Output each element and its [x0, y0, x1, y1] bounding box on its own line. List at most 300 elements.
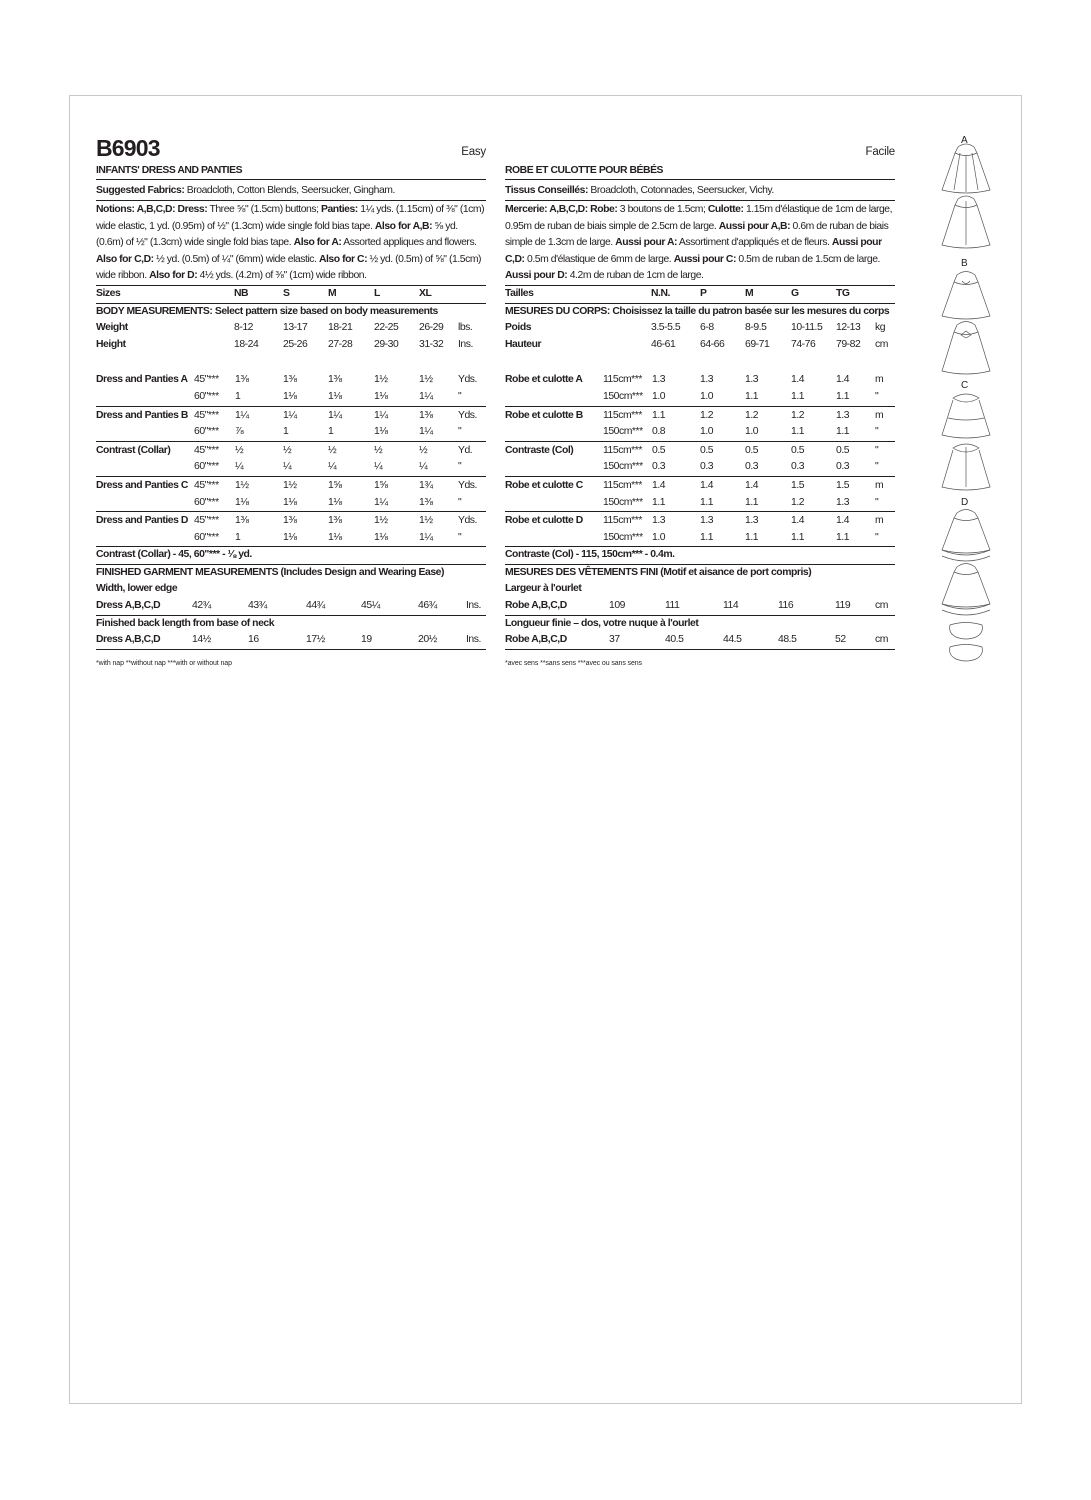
- unit-label: lbs.: [458, 322, 473, 334]
- finished-width-row: [96, 598, 486, 615]
- cell-value: 16: [248, 634, 259, 646]
- measurement-table: [96, 286, 486, 669]
- notions-label: Aussi pour C:: [673, 253, 736, 265]
- body-measurement-row: [96, 320, 486, 337]
- finished-measurements-heading: FINISHED GARMENT MEASUREMENTS (Includes Design and Wearing Ease): [96, 566, 445, 578]
- cell-value: 1.0: [700, 390, 714, 402]
- notions-text: 1¼ yds. (1.15cm) of ⅜" (1cm) wide elastic, 1 yd. (0.95m) of ½" (1.3cm) wide single fold bias tape.: [96, 204, 485, 232]
- french-column: [505, 133, 895, 669]
- notions-label: Mercerie: A,B,C,D: Robe:: [505, 204, 618, 215]
- yardage-row: [96, 530, 486, 547]
- cell-value: 79-82: [836, 338, 861, 350]
- fabric-width: 115cm***: [603, 444, 642, 456]
- yardage-label: Robe et culotte C: [505, 479, 583, 491]
- row-label: Height: [96, 338, 126, 350]
- notions-label: Aussi pour D:: [505, 270, 568, 282]
- row-label: Weight: [96, 322, 128, 334]
- notions-text: Three ⅝" (1.5cm) buttons;: [207, 204, 321, 215]
- cell-value: 1⅛: [283, 531, 297, 543]
- cell-value: ½: [419, 444, 428, 456]
- cell-value: 43¾: [248, 600, 267, 612]
- yardage-group: [505, 407, 895, 442]
- cell-value: 1.1: [836, 426, 850, 438]
- cell-value: 13-17: [283, 322, 308, 334]
- body-measurement-row: [505, 337, 895, 354]
- cell-value: 116: [778, 600, 794, 612]
- unit-label: ": [458, 496, 462, 508]
- fabric-width: 60"***: [194, 426, 219, 438]
- unit-label: ": [875, 531, 879, 543]
- cell-value: 1¼: [235, 409, 249, 421]
- cell-value: 44.5: [723, 634, 742, 646]
- pattern-title: ROBE ET CULOTTE POUR BÉBÉS: [505, 163, 895, 180]
- unit-label: cm: [875, 600, 888, 612]
- english-column: [96, 133, 486, 669]
- difficulty-label: Facile: [865, 146, 895, 158]
- cell-value: ½: [235, 444, 244, 456]
- cell-value: 1½: [374, 374, 388, 386]
- yardage-row: [96, 443, 486, 460]
- unit-label: ": [875, 461, 879, 473]
- cell-value: 1: [328, 426, 334, 438]
- cell-value: 31-32: [419, 338, 444, 350]
- cell-value: 1.3: [700, 515, 714, 527]
- view-label-b: B: [961, 258, 968, 269]
- notions-text: ½ yd. (0.5m) of ¼" (6mm) wide elastic.: [153, 253, 319, 265]
- row-label: Robe A,B,C,D: [505, 600, 567, 612]
- unit-label: ": [875, 390, 879, 402]
- fabric-width: 60"***: [194, 390, 219, 402]
- cell-value: ¼: [235, 461, 244, 473]
- cell-value: ¼: [283, 461, 292, 473]
- size-header-row: [96, 286, 486, 304]
- unit-label: Yds.: [458, 515, 477, 527]
- cell-value: 1.0: [700, 426, 714, 438]
- fabric-width: 115cm***: [603, 479, 642, 491]
- cell-value: 1⅜: [235, 374, 249, 386]
- cell-value: 1: [235, 531, 241, 543]
- body-measurement-row: [96, 337, 486, 354]
- cell-value: 29-30: [374, 338, 399, 350]
- cell-value: 1⅜: [235, 515, 249, 527]
- cell-value: 0.8: [652, 426, 666, 438]
- cell-value: 18-21: [328, 322, 353, 334]
- yardage-label: Dress and Panties A: [96, 374, 188, 386]
- cell-value: 14½: [192, 634, 211, 646]
- pattern-number: B6903: [96, 135, 160, 161]
- unit-label: m: [875, 409, 884, 421]
- cell-value: 1⅛: [283, 390, 297, 402]
- cell-value: 1⅜: [283, 515, 297, 527]
- unit-label: m: [875, 374, 884, 386]
- unit-label: ": [458, 531, 462, 543]
- cell-value: 1⅛: [235, 496, 249, 508]
- size-header-1: NB: [234, 287, 249, 299]
- fabric-width: 45"***: [194, 479, 219, 491]
- unit-label: ": [875, 496, 879, 508]
- yardage-label: Robe et culotte B: [505, 409, 583, 421]
- cell-value: 45¼: [361, 600, 380, 612]
- cell-value: 1.2: [791, 409, 805, 421]
- unit-label: Yds.: [458, 409, 477, 421]
- yardage-group: [505, 512, 895, 547]
- cell-value: 111: [665, 600, 680, 612]
- unit-label: cm: [875, 338, 888, 350]
- cell-value: 1⅛: [374, 390, 388, 402]
- finished-length-row: [96, 632, 486, 650]
- footnote: *avec sens **sans sens ***avec ou sans sens: [505, 659, 642, 667]
- notions-label: Also for C,D:: [96, 253, 154, 265]
- cell-value: 1.3: [836, 496, 850, 508]
- cell-value: 64-66: [700, 338, 725, 350]
- yardage-row: [96, 424, 486, 441]
- unit-label: Yd.: [458, 444, 473, 456]
- cell-value: 1.2: [700, 409, 714, 421]
- yardage-group: [505, 371, 895, 406]
- cell-value: 37: [609, 634, 620, 646]
- cell-value: 1.4: [836, 515, 850, 527]
- unit-label: cm: [875, 634, 888, 646]
- notions-label: Aussi pour A:: [615, 237, 678, 249]
- cell-value: 1.1: [745, 496, 759, 508]
- cell-value: 1¾: [419, 479, 433, 491]
- notions-text: ⅝ yd. (0.6m) of ½" (1.3cm) wide single fold bias tape.: [96, 220, 458, 249]
- cell-value: 0.5: [652, 444, 666, 456]
- yardage-row: [505, 372, 895, 389]
- cell-value: 52: [835, 634, 846, 646]
- cell-value: 1.3: [700, 374, 714, 386]
- fabric-width: 115cm***: [603, 515, 642, 527]
- spacer: [96, 353, 486, 371]
- contrast-note: Contrast (Collar) - 45, 60"*** - ⅛ yd.: [96, 547, 486, 565]
- cell-value: 1½: [235, 479, 249, 491]
- unit-label: ": [458, 390, 462, 402]
- cell-value: 1.4: [791, 515, 805, 527]
- fabric-width: 45"***: [194, 515, 219, 527]
- finished-measurements-heading: MESURES DES VÊTEMENTS FINI (Motif et aisance de port compris): [505, 566, 812, 578]
- suggested-fabrics: Tissus Conseillés: Broadcloth, Cotonnades, Seersucker, Vichy.: [505, 182, 895, 201]
- yardage-group: [96, 442, 486, 477]
- cell-value: 0.3: [700, 461, 714, 473]
- cell-value: 22-25: [374, 322, 399, 334]
- cell-value: 1.3: [745, 374, 759, 386]
- unit-label: m: [875, 515, 884, 527]
- yardage-row: [96, 408, 486, 425]
- cell-value: 1.4: [745, 479, 759, 491]
- yardage-group: [96, 512, 486, 547]
- cell-value: 1⅛: [374, 531, 388, 543]
- notions-label: Notions: A,B,C,D: Dress:: [96, 204, 208, 215]
- size-header-label: Tailles: [505, 287, 534, 299]
- cell-value: 42¾: [192, 600, 211, 612]
- yardage-row: [505, 530, 895, 547]
- notions-text: 3 boutons de 1.5cm;: [617, 204, 708, 215]
- cell-value: 1⅛: [328, 390, 342, 402]
- cell-value: 119: [835, 600, 851, 612]
- notions-text: ½ yd. (0.5m) of ⅝" (1.5cm) wide ribbon.: [96, 253, 482, 282]
- size-header-3: M: [745, 287, 754, 299]
- yardage-label: Dress and Panties C: [96, 479, 188, 491]
- notions: [96, 201, 486, 286]
- cell-value: 1.2: [791, 496, 805, 508]
- cell-value: 44¾: [306, 600, 325, 612]
- cell-value: 1⅜: [419, 409, 433, 421]
- cell-value: 0.5: [791, 444, 805, 456]
- cell-value: 1.5: [836, 479, 850, 491]
- yardage-row: [505, 408, 895, 425]
- cell-value: 25-26: [283, 338, 308, 350]
- unit-label: ": [458, 426, 462, 438]
- unit-label: kg: [875, 322, 886, 334]
- yardage-row: [505, 389, 895, 406]
- cell-value: 20½: [418, 634, 437, 646]
- fabric-width: 150cm***: [603, 426, 643, 438]
- cell-value: 114: [723, 600, 739, 612]
- finished-length-row: [505, 632, 895, 650]
- notions-label: Also for D:: [149, 270, 198, 282]
- cell-value: 1.3: [836, 409, 850, 421]
- cell-value: 17½: [306, 634, 325, 646]
- suggested-fabrics: Suggested Fabrics: Broadcloth, Cotton Blends, Seersucker, Gingham.: [96, 182, 486, 201]
- width-heading: Largeur à l'ourlet: [505, 583, 582, 595]
- fabric-width: 115cm***: [603, 409, 642, 421]
- unit-label: Yds.: [458, 479, 477, 491]
- cell-value: ½: [328, 444, 337, 456]
- yardage-label: Contrast (Collar): [96, 444, 171, 456]
- garment-sketches: [936, 135, 996, 665]
- cell-value: 1.3: [652, 515, 666, 527]
- view-label-d: D: [961, 497, 969, 508]
- cell-value: 27-28: [328, 338, 353, 350]
- size-header-row: [505, 286, 895, 304]
- cell-value: 0.5: [745, 444, 759, 456]
- cell-value: 1: [235, 390, 241, 402]
- unit-label: Yds.: [458, 374, 477, 386]
- cell-value: 1⅛: [328, 496, 342, 508]
- fabric-width: 45"***: [194, 444, 219, 456]
- cell-value: 8-12: [234, 322, 253, 334]
- cell-value: 1½: [419, 374, 433, 386]
- yardage-row: [505, 459, 895, 476]
- notions-label: Also for A:: [293, 237, 342, 249]
- cell-value: 3.5-5.5: [651, 322, 681, 334]
- notions-label: Also for C:: [318, 253, 368, 265]
- yardage-group: [505, 442, 895, 477]
- cell-value: 1¼: [374, 496, 388, 508]
- unit-label: m: [875, 479, 884, 491]
- size-header-2: S: [283, 287, 290, 299]
- measurement-table: [505, 286, 895, 669]
- yardage-row: [505, 478, 895, 495]
- fabric-width: 150cm***: [603, 531, 643, 543]
- size-header-5: XL: [419, 287, 432, 299]
- cell-value: 12-13: [836, 322, 861, 334]
- cell-value: 46¾: [418, 600, 437, 612]
- cell-value: 1⅝: [374, 479, 388, 491]
- cell-value: 109: [609, 600, 625, 612]
- cell-value: 1¼: [283, 409, 297, 421]
- cell-value: 1¼: [374, 409, 388, 421]
- cell-value: 1¼: [419, 390, 433, 402]
- body-measurements-heading: BODY MEASUREMENTS: Select pattern size based on body measurements: [96, 305, 438, 317]
- width-heading: Width, lower edge: [96, 583, 178, 595]
- cell-value: 1.4: [791, 374, 805, 386]
- notions-text: 0.5m d'élastique de 6mm de large.: [524, 253, 674, 265]
- yardage-label: Dress and Panties D: [96, 515, 188, 527]
- fabric-width: 150cm***: [603, 461, 643, 473]
- cell-value: 0.3: [652, 461, 666, 473]
- row-label: Dress A,B,C,D: [96, 600, 161, 612]
- cell-value: 1.1: [836, 390, 850, 402]
- cell-value: ¼: [419, 461, 428, 473]
- yardage-group: [96, 477, 486, 512]
- yardage-label: Robe et culotte A: [505, 374, 583, 386]
- cell-value: 1⅛: [283, 496, 297, 508]
- cell-value: 1⅛: [328, 531, 342, 543]
- view-illustrations: [936, 135, 996, 665]
- cell-value: 1½: [419, 515, 433, 527]
- cell-value: 0.5: [700, 444, 714, 456]
- cell-value: 0.5: [836, 444, 850, 456]
- cell-value: 1.5: [791, 479, 805, 491]
- yardage-row: [96, 495, 486, 512]
- cell-value: 1.0: [745, 426, 759, 438]
- notions-label: Culotte:: [707, 204, 744, 215]
- notions-label: Panties:: [320, 204, 358, 215]
- view-label-a: A: [961, 135, 968, 146]
- row-label: Dress A,B,C,D: [96, 634, 161, 646]
- size-header-label: Sizes: [96, 287, 121, 299]
- cell-value: 40.5: [665, 634, 684, 646]
- cell-value: 0.3: [791, 461, 805, 473]
- body-measurement-row: [505, 320, 895, 337]
- footnote: *with nap **without nap ***with or without nap: [96, 659, 232, 667]
- fabric-width: 150cm***: [603, 496, 643, 508]
- unit-label: ": [458, 461, 462, 473]
- cell-value: 1½: [374, 515, 388, 527]
- cell-value: 1⅜: [419, 496, 433, 508]
- fabric-width: 150cm***: [603, 390, 643, 402]
- cell-value: 1.1: [700, 531, 714, 543]
- cell-value: 74-76: [791, 338, 816, 350]
- fabric-width: 60"***: [194, 461, 219, 473]
- yardage-group: [96, 407, 486, 442]
- cell-value: 1.1: [700, 496, 714, 508]
- notions-text: Assortiment d'appliqués et de fleurs.: [677, 237, 832, 249]
- yardage-row: [505, 424, 895, 441]
- cell-value: ¼: [374, 461, 383, 473]
- cell-value: 48.5: [778, 634, 797, 646]
- cell-value: 46-61: [651, 338, 676, 350]
- cell-value: 1: [283, 426, 289, 438]
- yardage-row: [96, 372, 486, 389]
- cell-value: 10-11.5: [791, 322, 823, 334]
- cell-value: ¼: [328, 461, 337, 473]
- unit-label: ": [875, 426, 879, 438]
- length-heading: Longueur finie – dos, votre nuque à l'ourlet: [505, 615, 895, 633]
- notions-text: 1.15m d'élastique de 1cm de large, 0.95m de ruban de biais simple de 2.5cm de large.: [505, 204, 893, 232]
- cell-value: 1¼: [419, 531, 433, 543]
- notions-label: Aussi pour C,D:: [505, 237, 882, 265]
- cell-value: 1.1: [836, 531, 850, 543]
- yardage-row: [505, 495, 895, 512]
- yardage-group: [505, 477, 895, 512]
- finished-width-row: [505, 598, 895, 615]
- row-label: Poids: [505, 322, 532, 334]
- cell-value: 1⅛: [374, 426, 388, 438]
- unit-label: ": [875, 444, 879, 456]
- cell-value: 1.3: [745, 515, 759, 527]
- fabric-width: 60"***: [194, 496, 219, 508]
- cell-value: 1.1: [791, 390, 805, 402]
- fabric-width: 60"***: [194, 531, 219, 543]
- cell-value: 1⅜: [283, 374, 297, 386]
- yardage-label: Robe et culotte D: [505, 515, 583, 527]
- fabric-width: 45"***: [194, 409, 219, 421]
- cell-value: 18-24: [234, 338, 259, 350]
- notions-text: 0.5m de ruban de 1.5cm de large.: [735, 253, 880, 265]
- notions-label: Aussi pour A,B:: [718, 220, 791, 232]
- spacer: [505, 353, 895, 371]
- cell-value: 1.3: [652, 374, 666, 386]
- contrast-note: Contraste (Col) - 115, 150cm*** - 0.4m.: [505, 547, 895, 565]
- cell-value: 0.3: [745, 461, 759, 473]
- cell-value: 6-8: [700, 322, 714, 334]
- cell-value: 1¼: [419, 426, 433, 438]
- cell-value: 0.3: [836, 461, 850, 473]
- yardage-row: [505, 513, 895, 530]
- difficulty-label: Easy: [461, 146, 486, 158]
- notions: [505, 201, 895, 286]
- cell-value: 1⅜: [328, 515, 342, 527]
- cell-value: 1.1: [652, 496, 666, 508]
- unit-label: Ins.: [466, 600, 481, 612]
- cell-value: 1½: [283, 479, 297, 491]
- cell-value: 1.4: [700, 479, 714, 491]
- size-header-4: G: [791, 287, 799, 299]
- notions-text: 4.2m de ruban de 1cm de large.: [567, 270, 704, 282]
- cell-value: 26-29: [419, 322, 444, 334]
- cell-value: 1.1: [652, 409, 666, 421]
- body-measurements-heading: MESURES DU CORPS: Choisissez la taille du patron basée sur les mesures du corps: [505, 305, 890, 317]
- row-label: Hauteur: [505, 338, 542, 350]
- cell-value: 1.1: [791, 426, 805, 438]
- cell-value: 1.1: [745, 390, 759, 402]
- cell-value: 8-9.5: [745, 322, 767, 334]
- notions-text: Assorted appliques and flowers.: [341, 237, 477, 249]
- cell-value: 1.0: [652, 390, 666, 402]
- cell-value: 1.0: [652, 531, 666, 543]
- cell-value: 1.1: [791, 531, 805, 543]
- cell-value: ½: [374, 444, 383, 456]
- pattern-title: INFANTS' DRESS AND PANTIES: [96, 163, 486, 180]
- yardage-row: [505, 443, 895, 460]
- cell-value: 19: [361, 634, 372, 646]
- size-header-1: N.N.: [651, 287, 670, 299]
- length-heading: Finished back length from base of neck: [96, 615, 486, 633]
- cell-value: ⅞: [235, 426, 244, 438]
- size-header-2: P: [700, 287, 707, 299]
- cell-value: 1⅜: [328, 374, 342, 386]
- fabric-width: 115cm***: [603, 374, 642, 386]
- cell-value: 1.2: [745, 409, 759, 421]
- row-label: Robe A,B,C,D: [505, 634, 567, 646]
- view-label-c: C: [961, 380, 969, 391]
- yardage-row: [96, 478, 486, 495]
- cell-value: 1⅝: [328, 479, 342, 491]
- size-header-4: L: [374, 287, 380, 299]
- cell-value: ½: [283, 444, 292, 456]
